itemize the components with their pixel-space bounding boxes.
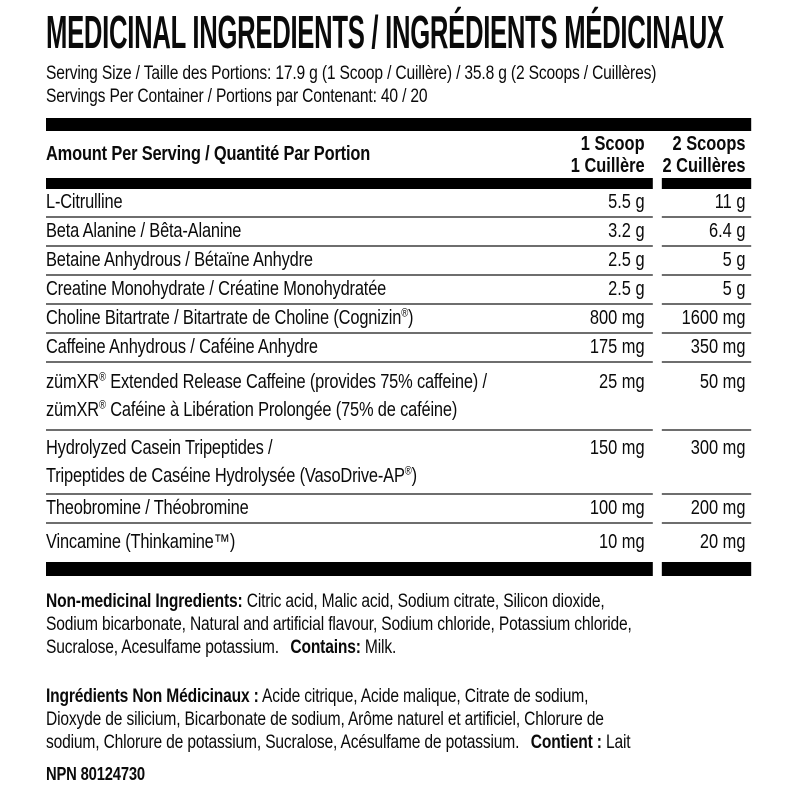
amount-1-scoop: 2.5 g	[608, 249, 645, 271]
amount-1-scoop: 5.5 g	[608, 191, 645, 213]
column-header-1-scoop: 1 Scoop 1 Cuillère	[570, 132, 645, 177]
ingredient-row-betaine-anhydrous: Betaine Anhydrous / Bétaïne Anhydre 2.5 g 5 g	[46, 247, 751, 276]
non-medicinal-ingredients-en: Non-medicinal Ingredients: Citric acid, Malic acid, Sodium citrate, Silicon dioxide, Sodium bicarbonate, Natural and artificial flavour, Sodium chloride, Potassium chloride, Sucralose, Acesulfame potassium. Contains: Milk.	[46, 591, 632, 658]
non-medicinal-label-fr: Ingrédients Non Médicinaux :	[46, 686, 259, 707]
contains-value-fr: Lait	[605, 732, 631, 753]
table-header-bottom-bar	[46, 178, 751, 189]
non-medicinal-label-en: Non-medicinal Ingredients:	[46, 591, 243, 612]
amount-2-scoops: 6.4 g	[662, 218, 751, 247]
amount-2-scoops: 300 mg	[662, 431, 751, 495]
amount-1-scoop: 10 mg	[599, 531, 645, 553]
table-bottom-bar	[46, 562, 751, 576]
panel-title: MEDICINAL INGREDIENTS / INGRÉDIENTS MÉDICINAUX	[46, 6, 724, 58]
ingredient-row-l-citrulline: L-Citrulline 5.5 g 11 g	[46, 189, 751, 218]
amount-1-scoop: 3.2 g	[608, 220, 645, 242]
serving-info	[46, 62, 751, 108]
amount-2-scoops: 350 mg	[662, 334, 751, 363]
amount-1-scoop: 175 mg	[589, 336, 645, 358]
amount-1-scoop: 800 mg	[589, 307, 645, 329]
ingredient-row-vincamine: Vincamine (Thinkamine™) 10 mg 20 mg	[46, 524, 751, 562]
ingredient-row-hydrolyzed-casein-tripeptides: Hydrolyzed Casein Tripeptides / Tripeptides de Caséine Hydrolysée (VasoDrive-AP®) 150 mg 300 mg	[46, 431, 751, 495]
ingredient-row-choline-bitartrate: Choline Bitartrate / Bitartrate de Choline (Cognizin®) 800 mg 1600 mg	[46, 305, 751, 334]
ingredient-row-zumxr-caffeine: zümXR® Extended Release Caffeine (provides 75% caffeine) / zümXR® Caféine à Libération Prolongée (75% de caféine) 25 mg 50 mg	[46, 363, 751, 431]
amount-2-scoops: 1600 mg	[662, 305, 751, 334]
ingredient-row-creatine-monohydrate: Creatine Monohydrate / Créatine Monohydratée 2.5 g 5 g	[46, 276, 751, 305]
table-top-bar	[46, 118, 751, 131]
non-medicinal-ingredients-fr: Ingrédients Non Médicinaux : Acide citrique, Acide malique, Citrate de sodium, Dioxyde de silicium, Bicarbonate de sodium, Arôme naturel et artificiel, Chlorure de sodium, Chlorure de potassium, Sucralose, Acésulfame de potassium. Contient : Lait	[46, 686, 631, 753]
contains-label-en: Contains:	[290, 637, 361, 658]
ingredient-row-beta-alanine: Beta Alanine / Bêta-Alanine 3.2 g 6.4 g	[46, 218, 751, 247]
amount-2-scoops: 20 mg	[699, 531, 746, 553]
ingredient-row-theobromine: Theobromine / Théobromine 100 mg 200 mg	[46, 495, 751, 524]
amount-2-scoops: 5 g	[662, 276, 751, 305]
label-content	[46, 8, 751, 785]
amount-1-scoop: 2.5 g	[608, 278, 645, 300]
amount-2-scoops: 200 mg	[662, 495, 751, 524]
servings-per-container-line: Servings Per Container / Portions par Contenant: 40 / 20	[46, 86, 428, 107]
column-header-2-scoops: 2 Scoops 2 Cuillères	[662, 132, 746, 177]
contains-value-en: Milk.	[364, 637, 397, 658]
amount-2-scoops: 50 mg	[662, 363, 751, 431]
table-header-row	[46, 131, 751, 178]
ingredient-row-caffeine-anhydrous: Caffeine Anhydrous / Caféine Anhydre 175 mg 350 mg	[46, 334, 751, 363]
amount-1-scoop: 150 mg	[589, 437, 645, 459]
amount-2-scoops: 11 g	[662, 189, 751, 218]
amount-1-scoop: 100 mg	[589, 497, 645, 519]
amount-1-scoop: 25 mg	[599, 371, 645, 393]
amount-per-serving-header: Amount Per Serving / Quantité Par Portion	[46, 143, 371, 165]
amount-2-scoops: 5 g	[662, 247, 751, 276]
npn-number: NPN 80124730	[46, 764, 145, 784]
contains-label-fr: Contient :	[530, 732, 602, 753]
serving-size-line: Serving Size / Taille des Portions: 17.9 g (1 Scoop / Cuillère) / 35.8 g (2 Scoops / Cuillères)	[46, 63, 657, 84]
